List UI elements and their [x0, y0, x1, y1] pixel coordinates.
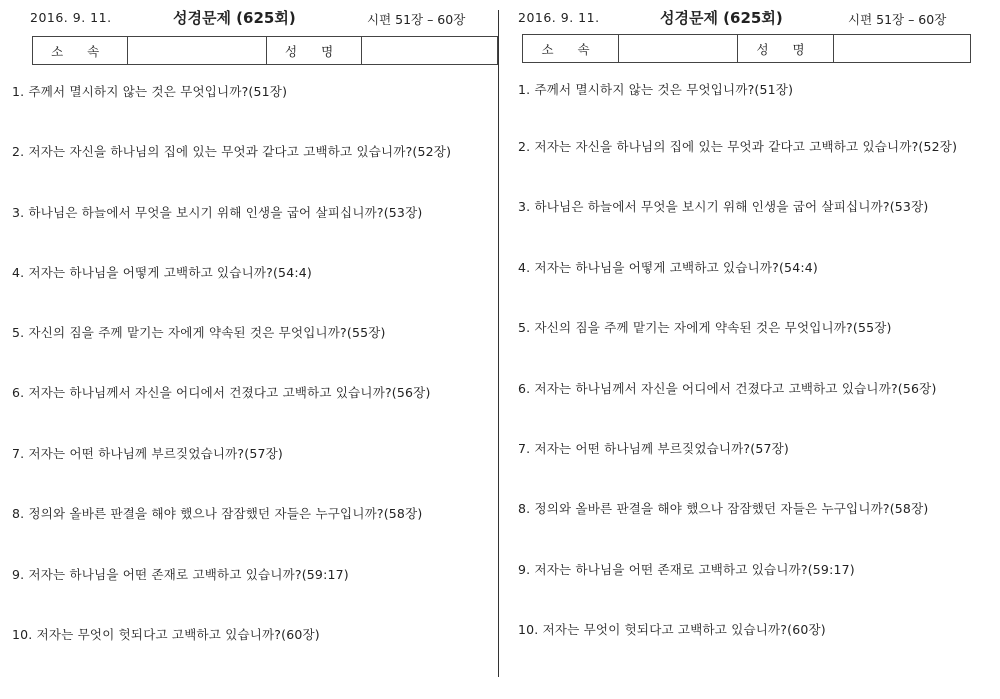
question-7: 7. 저자는 어떤 하나님께 부르짖었습니까?(57장)	[518, 441, 789, 456]
question-3: 3. 하나님은 하늘에서 무엇을 보시기 위해 인생을 굽어 살피십니까?(53장)	[12, 205, 423, 220]
question-8: 8. 정의와 올바른 판결을 해야 했으나 잠잠했던 자들은 누구입니까?(58장)	[518, 501, 929, 516]
question-2: 2. 저자는 자신을 하나님의 집에 있는 무엇과 같다고 고백하고 있습니까?(52장)	[518, 139, 958, 154]
page-divider	[498, 10, 499, 677]
question-3: 3. 하나님은 하늘에서 무엇을 보시기 위해 인생을 굽어 살피십니까?(53장)	[518, 199, 929, 214]
affiliation-field[interactable]	[128, 37, 267, 65]
name-field[interactable]	[834, 35, 971, 63]
question-7: 7. 저자는 어떤 하나님께 부르짖었습니까?(57장)	[12, 446, 283, 461]
info-table	[522, 34, 971, 63]
question-2: 2. 저자는 자신을 하나님의 집에 있는 무엇과 같다고 고백하고 있습니까?(52장)	[12, 144, 452, 159]
question-9: 9. 저자는 하나님을 어떤 존재로 고백하고 있습니까?(59:17)	[518, 562, 855, 577]
name-label: 성 명	[738, 35, 834, 63]
question-6: 6. 저자는 하나님께서 자신을 어디에서 건졌다고 고백하고 있습니까?(56장)	[518, 381, 937, 396]
affiliation-label: 소 속	[523, 35, 619, 63]
date: 2016. 9. 11.	[30, 10, 112, 25]
name-field[interactable]	[362, 37, 498, 65]
question-5: 5. 자신의 짐을 주께 맡기는 자에게 약속된 것은 무엇입니까?(55장)	[518, 320, 892, 335]
affiliation-field[interactable]	[619, 35, 738, 63]
left-worksheet	[0, 0, 498, 699]
worksheet-title: 성경문제 (625회)	[173, 9, 296, 27]
worksheet-header	[518, 7, 978, 29]
question-5: 5. 자신의 짐을 주께 맡기는 자에게 약속된 것은 무엇입니까?(55장)	[12, 325, 386, 340]
question-4: 4. 저자는 하나님을 어떻게 고백하고 있습니까?(54:4)	[518, 260, 819, 275]
question-9: 9. 저자는 하나님을 어떤 존재로 고백하고 있습니까?(59:17)	[12, 567, 349, 582]
question-8: 8. 정의와 올바른 판결을 해야 했으나 잠잠했던 자들은 누구입니까?(58장)	[12, 506, 423, 521]
chapter-range: 시편 51장 – 60장	[367, 12, 466, 27]
chapter-range: 시편 51장 – 60장	[848, 12, 947, 27]
question-4: 4. 저자는 하나님을 어떻게 고백하고 있습니까?(54:4)	[12, 265, 313, 280]
question-6: 6. 저자는 하나님께서 자신을 어디에서 건졌다고 고백하고 있습니까?(56장)	[12, 385, 431, 400]
question-10: 10. 저자는 무엇이 헛되다고 고백하고 있습니까?(60장)	[518, 622, 826, 637]
affiliation-label: 소 속	[33, 37, 128, 65]
worksheet-title: 성경문제 (625회)	[660, 9, 783, 27]
question-1: 1. 주께서 멸시하지 않는 것은 무엇입니까?(51장)	[12, 84, 288, 99]
worksheet-header	[30, 7, 480, 29]
question-10: 10. 저자는 무엇이 헛되다고 고백하고 있습니까?(60장)	[12, 627, 320, 642]
name-label: 성 명	[266, 37, 361, 65]
question-1: 1. 주께서 멸시하지 않는 것은 무엇입니까?(51장)	[518, 82, 794, 97]
info-table	[32, 36, 498, 65]
date: 2016. 9. 11.	[518, 10, 600, 25]
right-worksheet	[505, 0, 1000, 699]
